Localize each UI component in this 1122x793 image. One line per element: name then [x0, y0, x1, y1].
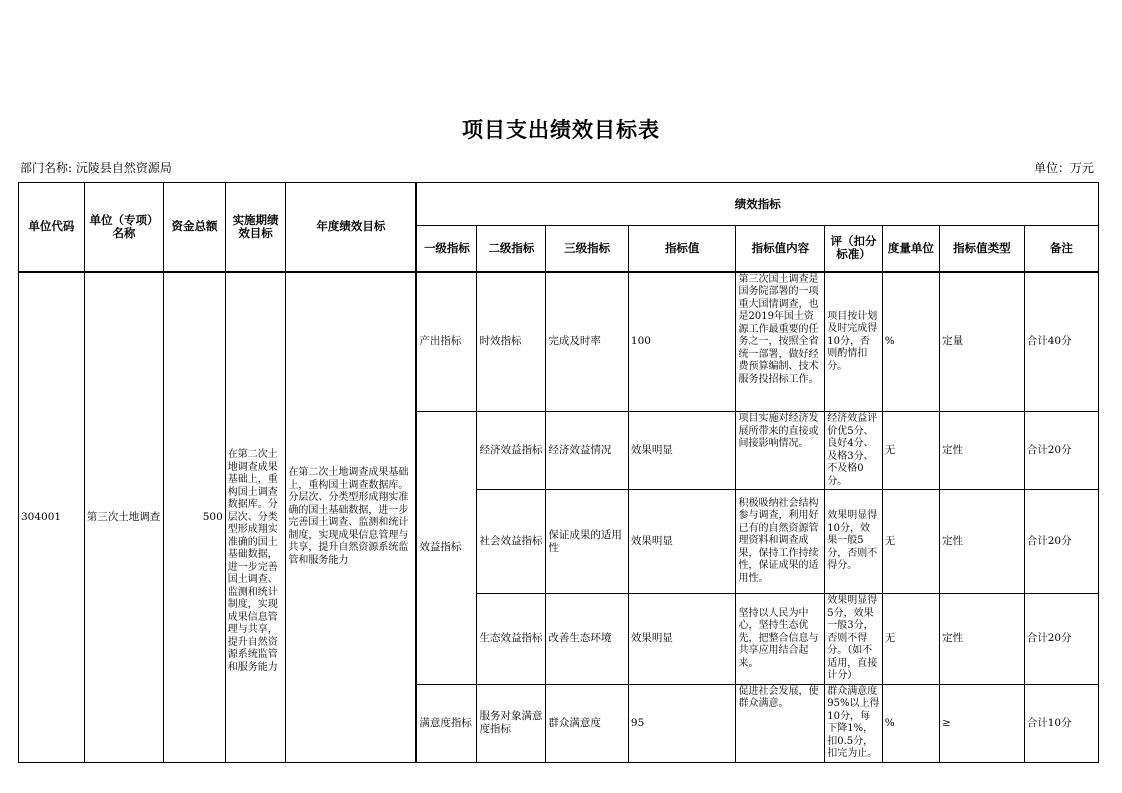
header-level2: 二级指标: [477, 226, 546, 272]
value-content-cell: 项目实施对经济发展所带来的直接或间接影响情况。: [736, 412, 825, 490]
remarks-cell: 合计20分: [1024, 594, 1098, 685]
level2-cell: 服务对象满意度指标: [477, 684, 546, 762]
value-content-cell: 积极吸纳社会结构参与调查，利用好已有的自然资源管理资料和调查成果，保持工作持续性，保证成果的适用性。: [736, 490, 825, 594]
value-cell: 效果明显: [628, 412, 736, 490]
value-type-cell: 定性: [940, 412, 1025, 490]
value-content-cell: 坚持以人民为中心，坚持生态优先，把整合信息与共享应用结合起来。: [736, 594, 825, 685]
value-type-cell: ≥: [940, 684, 1025, 762]
page-title: 项目支出绩效目标表: [462, 118, 660, 142]
measure-unit-cell: %: [882, 684, 939, 762]
value-cell: 100: [628, 272, 736, 412]
level1-cell: 满意度指标: [416, 684, 477, 762]
scoring-cell: 群众满意度95%以上得10分，每下降1%，扣0.5分，扣完为止。: [825, 684, 882, 762]
scoring-cell: 项目按计划及时完成得10分，否则酌情扣分。: [825, 272, 882, 412]
scoring-cell: 经济效益评价优5分、良好4分、及格3分、不及格0分。: [825, 412, 882, 490]
remarks-cell: 合计10分: [1024, 684, 1098, 762]
measure-unit-cell: 无: [882, 594, 939, 685]
measure-unit-cell: 无: [882, 412, 939, 490]
header-level3: 三级指标: [546, 226, 629, 272]
table-row: [19, 272, 1099, 412]
value-content-cell: 第三次国土调查是国务院部署的一项重大国情调查，也是2019年国土资源工作最重要的任务之一，按照全省统一部署，做好经费预算编制、技术服务投招标工作。: [736, 272, 825, 412]
header-value-type: 指标值类型: [940, 226, 1025, 272]
value-cell: 效果明显: [628, 594, 736, 685]
header-level1: 一级指标: [416, 226, 477, 272]
level3-cell: 改善生态环境: [546, 594, 629, 685]
level1-cell: 效益指标: [416, 412, 477, 685]
header-value-content: 指标值内容: [736, 226, 825, 272]
department-label: 部门名称: 沅陵县自然资源局: [20, 161, 172, 175]
unit-code-cell: 304001: [19, 272, 85, 763]
measure-unit-cell: %: [882, 272, 939, 412]
header-implementation-goal: 实施期绩效目标: [225, 183, 286, 272]
header-unit-name: 单位（专项）名称: [84, 183, 163, 272]
scoring-cell: 效果明显得10分，效果一般5分，否则不得分。: [825, 490, 882, 594]
level1-cell: 产出指标: [416, 272, 477, 412]
value-content-cell: 促进社会发展，使群众满意。: [736, 684, 825, 762]
level2-cell: 生态效益指标: [477, 594, 546, 685]
level2-cell: 经济效益指标: [477, 412, 546, 490]
value-type-cell: 定量: [940, 272, 1025, 412]
level2-cell: 社会效益指标: [477, 490, 546, 594]
unit-label: 单位：万元: [1033, 161, 1094, 175]
value-type-cell: 定性: [940, 490, 1025, 594]
header-remarks: 备注: [1024, 226, 1098, 272]
remarks-cell: 合计40分: [1024, 272, 1098, 412]
unit-name-cell: 第三次土地调查: [84, 272, 163, 763]
header-annual-goal: 年度绩效目标: [286, 183, 417, 272]
value-cell: 效果明显: [628, 490, 736, 594]
value-cell: 95: [628, 684, 736, 762]
level3-cell: 完成及时率: [546, 272, 629, 412]
implementation-goal-cell: 在第二次土地调查成果基础上，重构国土调查数据库。分层次、分类型形成翔实准确的国土基础数据，进一步完善国土调查、监测和统计制度，实现成果信息管理与共享，提升自然资源系统监管和服务能力: [225, 272, 286, 763]
level3-cell: 群众满意度: [546, 684, 629, 762]
header-performance-indicators: 绩效指标: [416, 183, 1098, 226]
remarks-cell: 合计20分: [1024, 490, 1098, 594]
header-value: 指标值: [628, 226, 736, 272]
header-measure-unit: 度量单位: [882, 226, 939, 272]
level2-cell: 时效指标: [477, 272, 546, 412]
remarks-cell: 合计20分: [1024, 412, 1098, 490]
value-type-cell: 定性: [940, 594, 1025, 685]
measure-unit-cell: 无: [882, 490, 939, 594]
total-funds-cell: 500: [164, 272, 226, 763]
scoring-cell: 效果明显得5分，效果一般3分，否则不得分。（如不适用，直接计分）: [825, 594, 882, 685]
level3-cell: 保证成果的适用性: [546, 490, 629, 594]
performance-table: [18, 182, 1099, 763]
header-unit-code: 单位代码: [19, 183, 85, 272]
annual-goal-cell: 在第二次土地调查成果基础上，重构国土调查数据库。分层次、分类型形成翔实准确的国土基础数据，进一步完善国土调查、监测和统计制度，实现成果信息管理与共享，提升自然资源系统监管和服务能力: [286, 272, 417, 763]
header-scoring: 评（扣分标准）: [825, 226, 882, 272]
header-total-funds: 资金总额: [164, 183, 226, 272]
level3-cell: 经济效益情况: [546, 412, 629, 490]
